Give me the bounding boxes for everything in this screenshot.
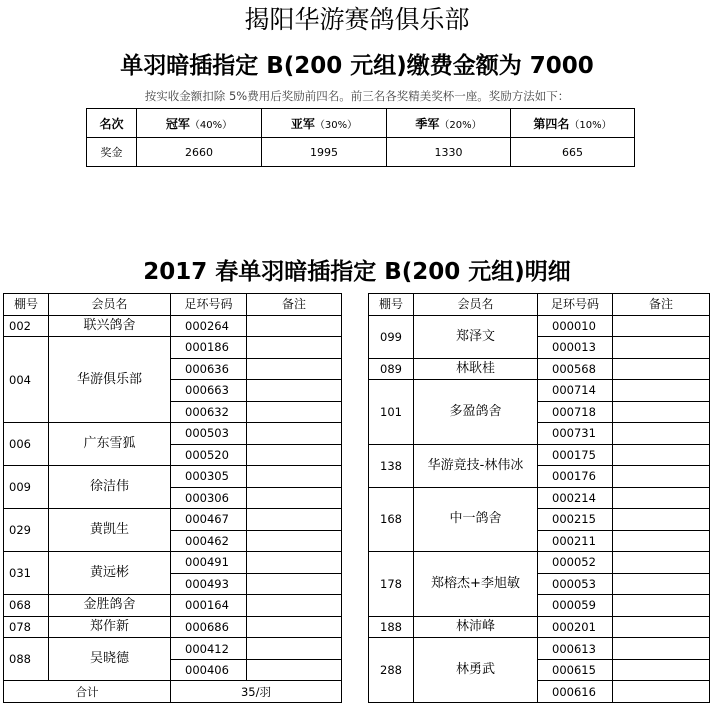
member-name: 金胜鸽舍 xyxy=(49,595,171,617)
ring-number: 000013 xyxy=(538,337,613,359)
place-name: 亚军 xyxy=(290,116,315,131)
ring-number: 000406 xyxy=(171,659,247,681)
member-header: 会员名 xyxy=(414,294,538,316)
prize-amount: 2660 xyxy=(137,138,262,167)
remark-cell xyxy=(613,337,710,359)
place-name: 第四名 xyxy=(533,116,570,131)
ring-number: 000615 xyxy=(538,659,613,681)
prize-place-2 xyxy=(262,109,387,138)
remark-cell xyxy=(247,659,342,681)
detail-table xyxy=(3,293,710,703)
ring-number: 000718 xyxy=(538,401,613,423)
ring-number: 000467 xyxy=(171,509,247,531)
ring-number: 000305 xyxy=(171,466,247,488)
pen-number: 101 xyxy=(369,380,414,445)
pen-number: 078 xyxy=(4,616,49,638)
ring-number: 000616 xyxy=(538,681,613,703)
ring-number: 000053 xyxy=(538,573,613,595)
prize-table xyxy=(86,108,635,167)
place-pct: （20%） xyxy=(439,119,482,131)
remark-cell xyxy=(247,616,342,638)
ring-number: 000264 xyxy=(171,315,247,337)
member-name: 黄凯生 xyxy=(49,509,171,552)
ring-number: 000636 xyxy=(171,358,247,380)
ring-number: 000714 xyxy=(538,380,613,402)
remark-cell xyxy=(613,380,710,402)
member-name: 林勇武 xyxy=(414,638,538,703)
race-title: 单羽暗插指定 B(200 元组)缴费金额为 7000 xyxy=(120,53,594,79)
pen-number: 088 xyxy=(4,638,49,681)
pen-number: 168 xyxy=(369,487,414,552)
ring-number: 000663 xyxy=(171,380,247,402)
remark-cell xyxy=(613,401,710,423)
pen-number: 099 xyxy=(369,315,414,358)
remark-cell xyxy=(247,358,342,380)
ring-number: 000686 xyxy=(171,616,247,638)
ring-number: 000176 xyxy=(538,466,613,488)
pen-number: 188 xyxy=(369,616,414,638)
remark-cell xyxy=(247,380,342,402)
prize-amount: 665 xyxy=(511,138,635,167)
remark-cell xyxy=(613,573,710,595)
ring-number: 000632 xyxy=(171,401,247,423)
member-name: 徐洁伟 xyxy=(49,466,171,509)
remark-cell xyxy=(613,423,710,445)
pen-header: 棚号 xyxy=(4,294,49,316)
remark-cell xyxy=(613,659,710,681)
remark-cell xyxy=(247,638,342,660)
member-name: 郑泽文 xyxy=(414,315,538,358)
pen-number: 002 xyxy=(4,315,49,337)
member-name: 林沛峰 xyxy=(414,616,538,638)
remark-cell xyxy=(613,487,710,509)
remark-cell xyxy=(247,423,342,445)
ring-number: 000214 xyxy=(538,487,613,509)
ring-number: 000520 xyxy=(171,444,247,466)
pen-number: 138 xyxy=(369,444,414,487)
prize-amount: 1330 xyxy=(387,138,511,167)
detail-header-row xyxy=(4,294,710,316)
ring-number: 000164 xyxy=(171,595,247,617)
member-name: 华游俱乐部 xyxy=(49,337,171,423)
column-gap xyxy=(342,294,369,703)
place-name: 季军 xyxy=(415,116,440,131)
remark-cell xyxy=(247,509,342,531)
pen-number: 068 xyxy=(4,595,49,617)
member-name: 黄远彬 xyxy=(49,552,171,595)
remark-cell xyxy=(613,444,710,466)
ring-number: 000412 xyxy=(171,638,247,660)
remark-cell xyxy=(613,638,710,660)
prize-place-3 xyxy=(387,109,511,138)
remark-cell xyxy=(613,358,710,380)
remark-header: 备注 xyxy=(613,294,710,316)
member-name: 林耿桂 xyxy=(414,358,538,380)
member-name: 广东雪狐 xyxy=(49,423,171,466)
total-value: 35/羽 xyxy=(171,681,342,703)
ring-number: 000503 xyxy=(171,423,247,445)
member-name: 联兴鸽舍 xyxy=(49,315,171,337)
remark-cell xyxy=(247,401,342,423)
pen-number: 029 xyxy=(4,509,49,552)
remark-cell xyxy=(247,315,342,337)
member-name: 郑榕杰+李旭敏 xyxy=(414,552,538,617)
ring-number: 000186 xyxy=(171,337,247,359)
place-pct: （40%） xyxy=(189,119,233,131)
remark-cell xyxy=(247,337,342,359)
ring-number: 000493 xyxy=(171,573,247,595)
ring-number: 000306 xyxy=(171,487,247,509)
ring-number: 000568 xyxy=(538,358,613,380)
total-label: 合计 xyxy=(4,681,171,703)
remark-cell xyxy=(613,466,710,488)
member-name: 华游竟技-林伟冰 xyxy=(414,444,538,487)
remark-header: 备注 xyxy=(247,294,342,316)
pen-number: 178 xyxy=(369,552,414,617)
place-name: 冠军 xyxy=(165,116,190,131)
remark-cell xyxy=(613,315,710,337)
pen-number: 006 xyxy=(4,423,49,466)
ring-number: 000491 xyxy=(171,552,247,574)
ring-number: 000462 xyxy=(171,530,247,552)
remark-cell xyxy=(613,530,710,552)
member-name: 郑作新 xyxy=(49,616,171,638)
prize-place-1 xyxy=(137,109,262,138)
club-title: 揭阳华游赛鸽俱乐部 xyxy=(244,5,470,34)
member-name: 多盈鸽舍 xyxy=(414,380,538,445)
pen-number: 009 xyxy=(4,466,49,509)
ring-number: 000052 xyxy=(538,552,613,574)
ring-header: 足环号码 xyxy=(538,294,613,316)
remark-cell xyxy=(247,444,342,466)
remark-cell xyxy=(247,487,342,509)
pen-header: 棚号 xyxy=(369,294,414,316)
ring-number: 000175 xyxy=(538,444,613,466)
remark-cell xyxy=(247,466,342,488)
remark-cell xyxy=(613,552,710,574)
prize-corner-label: 名次 xyxy=(87,109,137,138)
remark-cell xyxy=(613,681,710,703)
prize-row-label: 奖金 xyxy=(87,138,137,167)
remark-cell xyxy=(613,509,710,531)
remark-cell xyxy=(247,552,342,574)
pen-number: 004 xyxy=(4,337,49,423)
remark-cell xyxy=(613,595,710,617)
ring-number: 000731 xyxy=(538,423,613,445)
place-pct: （30%） xyxy=(314,119,358,131)
ring-number: 000613 xyxy=(538,638,613,660)
member-header: 会员名 xyxy=(49,294,171,316)
remark-cell xyxy=(247,573,342,595)
pen-number: 031 xyxy=(4,552,49,595)
remark-cell xyxy=(247,530,342,552)
remark-cell xyxy=(613,616,710,638)
remark-cell xyxy=(247,595,342,617)
ring-number: 000215 xyxy=(538,509,613,531)
member-name: 吴晓德 xyxy=(49,638,171,681)
detail-title: 2017 春单羽暗插指定 B(200 元组)明细 xyxy=(143,259,571,285)
ring-number: 000059 xyxy=(538,595,613,617)
ring-number: 000201 xyxy=(538,616,613,638)
prize-amount-row xyxy=(87,138,635,167)
pen-number: 288 xyxy=(369,638,414,703)
prize-note: 按实收金额扣除 5%费用后奖励前四名。前三名各奖精美奖杯一座。奖励方法如下： xyxy=(144,89,570,103)
prize-amount: 1995 xyxy=(262,138,387,167)
ring-number: 000010 xyxy=(538,315,613,337)
prize-header-row xyxy=(87,109,635,138)
ring-header: 足环号码 xyxy=(171,294,247,316)
ring-number: 000211 xyxy=(538,530,613,552)
place-pct: （10%） xyxy=(569,119,612,131)
pen-number: 089 xyxy=(369,358,414,380)
member-name: 中一鸽舍 xyxy=(414,487,538,552)
prize-place-4 xyxy=(511,109,635,138)
